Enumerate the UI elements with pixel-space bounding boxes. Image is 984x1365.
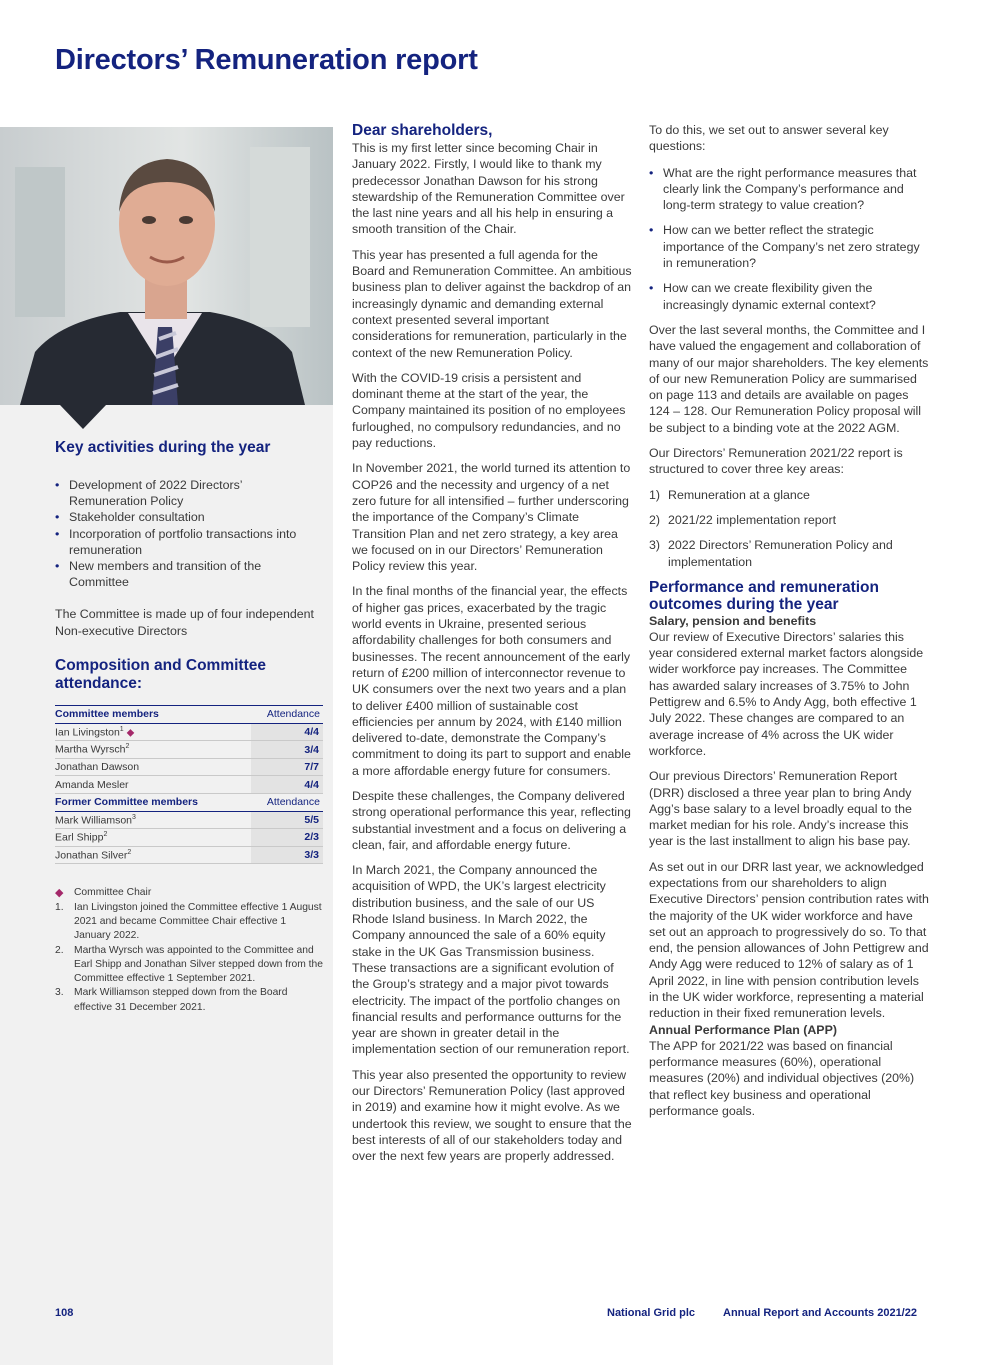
member-name: Ian Livingston [55,726,120,739]
key-activities-list [55,477,323,590]
list-item: • What are the right performance measures that clearly link the Company’s performance and long-term strategy to value creation? [649,165,929,214]
letter-paragraph: This year has presented a full agenda for the Board and Remuneration Committee. An ambitious business plan to deliver against the backdrop of an increasingly dynamic and demanding external context presented several important considerations for remuneration, particularly in the context of the new Remuneration Policy. [352,247,632,360]
attendance-header: Attendance [251,706,323,724]
footnote-ref: 2 [127,848,132,856]
report-areas-list [649,487,929,570]
attendance-value: 7/7 [251,758,323,776]
salary-subtitle: Salary, pension and benefits [649,613,817,628]
key-activities-title: Key activities during the year [55,439,271,456]
app-subtitle: Annual Performance Plan (APP) [649,1022,837,1037]
member-name: Earl Shipp [55,831,104,844]
table-row [55,758,323,776]
letter-paragraph: In the final months of the financial year, the effects of higher gas prices, exacerbated by the tragic world events in Ukraine, presented serious affordability challenges for both consumers and businesses. The recent announcement of the early return of £200 million of interconnector revenue to UK consumers over the next two years and a plan to deliver £400 million of sustainable cost efficiencies per annum by 2024, with £140 million delivered to-date, demonstrate the Company’s commitment to doing its part to support and enable a more affordable energy future for consumers. [352,584,631,778]
attendance-value: 5/5 [251,811,323,829]
page-title: Directors’ Remuneration report [55,44,478,76]
current-members-header: Committee members [55,706,251,724]
letter-paragraph: In November 2021, the world turned its attention to COP26 and the necessity and urgency of a net zero future for all intensified – further underscoring the importance of the Company’s Climate Transition Plan and net zero strategy, a key area we focused on in our Directors’ Remuneration Policy review this year. [352,461,631,574]
salary-paragraph: Our review of Executive Directors’ salaries this year considered external market factors alongside wider workforce pay increases. The Committee has awarded salary increases of 3.75% to John Pettigrew and 6.5% to Andy Agg, both effective 1 July 2022. These changes are compared to an average increase of 4% across the UK wider workforce. [649,629,924,758]
sidebar [0,127,333,1365]
table-row [55,776,323,794]
footnote-ref: 2 [103,831,108,839]
letter-paragraph: This is my first letter since becoming Chair in January 2022. Firstly, I would like to thank my predecessor Jonathan Dawson for his strong stewardship of the Remuneration Committee over the last nine years and all his help in ensuring a smooth transition of the Chair. [352,141,625,237]
chair-portrait [0,127,333,405]
list-item: • Stakeholder consultation [55,509,323,525]
pension-paragraph: As set out in our DRR last year, we acknowledged expectations from our shareholders to align Executive Directors’ pension contribution rates with the majority of the UK wider workforce and have set out an approach to progressively do so. To that end, the pension allowances of John Pettigrew and Andy Agg were reduced to 12% of salary as of 1 April 2022, in line with pension contribution levels in the UK wider workforce, representing a material reduction in their fixed remuneration levels. [649,859,929,1021]
table-row [55,811,323,829]
footnote-chair: ◆ Committee Chair [55,887,152,900]
attendance-value: 3/3 [251,846,323,864]
table-row [55,723,323,741]
list-item: • Development of 2022 Directors’ Remuneration Policy [55,477,323,509]
member-name: Jonathan Silver [55,849,128,862]
footnotes [55,886,323,1015]
member-name: Mark Williamson [55,814,133,827]
sidebar-content [55,439,323,1015]
committee-note: The Committee is made up of four independent Non-executive Directors [55,607,314,638]
member-name: Martha Wyrsch [55,743,126,756]
member-name: Amanda Mesler [55,778,129,791]
salary-paragraph: Our previous Directors’ Remuneration Report (DRR) disclosed a three year plan to bring Andy Agg’s base salary to a level broadly equal to the market median for his role. Andy’s increase this year is the last installment to align his base pay. [649,769,912,849]
attendance-header: Attendance [251,793,323,811]
intro-paragraph: To do this, we set out to answer several key questions: [649,123,889,154]
page-number: 108 [55,1307,74,1319]
letter-column-continued [649,122,929,1119]
attendance-table [55,705,323,864]
table-header-row [55,793,323,811]
former-members-header: Former Committee members [55,793,251,811]
table-header-row [55,706,323,724]
letter-column [352,122,632,1165]
composition-title: Composition and Committee attendance: [55,657,266,693]
footnote-ref: 2 [125,743,130,751]
footnote-ref: 3 [132,813,136,821]
list-item: • How can we create flexibility given the increasingly dynamic external context? [649,280,929,313]
list-item: • New members and transition of the Committee [55,558,323,590]
chair-diamond-icon: ◆ [126,727,135,739]
list-item: 2) 2021/22 implementation report [649,512,837,527]
chair-diamond-icon: ◆ [55,887,64,900]
attendance-value: 2/3 [251,829,323,847]
attendance-value: 4/4 [251,776,323,794]
performance-title: Performance and remuneration outcomes during the year [649,578,879,613]
letter-paragraph: This year also presented the opportunity to review our Directors’ Remuneration Policy (last approved in 2019) and examine how it might evolve. As we undertook this review, we sought to ensure that the best interests of all of our stakeholders today and over the next few years are properly addressed. [352,1067,632,1164]
footer-company: National Grid plc [607,1307,696,1319]
letter-paragraph: Despite these challenges, the Company delivered strong operational performance this year, reflecting substantial investment and a focus on delivering a clean, fair, and affordable energy future. [352,788,631,852]
attendance-value: 4/4 [251,723,323,741]
table-row [55,846,323,864]
letter-paragraph: In March 2021, the Company announced the acquisition of WPD, the UK’s largest electricity distribution business, and the sale of our US Rhode Island business. In March 2022, the Company announced the sale of a 60% equity stake in the UK Gas Transmission business. These transactions are a significant evolution of the Group’s strategy and a major pivot towards electricity. The impact of the portfolio changes on financial results and performance outturns for the year are shown in greater detail in the implementation section of our remuneration report. [352,863,630,1057]
letter-paragraph: With the COVID-19 crisis a persistent and dominant theme at the start of the year, the Company maintained its position of no employees furloughed, no compulsory redundancies, and no pay reductions. [352,370,626,451]
footnote-3: 3. Mark Williamson stepped down from the Board effective 31 December 2021. [55,987,288,1013]
app-paragraph: The APP for 2021/22 was based on financial performance measures (60%), operational measures (20%) and individual objectives (20%) that reflect key business and operational performance goals. [649,1038,915,1118]
portrait-illustration [0,127,333,405]
list-item: • How can we better reflect the strategic importance of the Company’s net zero strategy in remuneration? [649,222,929,271]
list-item: • Incorporation of portfolio transactions into remuneration [55,526,323,558]
table-row [55,829,323,847]
list-item: 3) 2022 Directors’ Remuneration Policy and implementation [649,538,893,569]
list-item: 1) Remuneration at a glance [649,487,810,502]
key-questions-list [649,165,929,313]
footer-report-title: Annual Report and Accounts 2021/22 [723,1307,917,1319]
letter-greeting: Dear shareholders, [352,122,493,139]
table-row [55,741,323,759]
engagement-paragraph: Over the last several months, the Committee and I have valued the engagement and collaboration of many of our major shareholders. The key elements of our new Remuneration Policy are summarised on page 113 and details are available on pages 124 – 128. Our Remuneration Policy proposal will be subject to a binding vote at the 2022 AGM. [649,322,929,435]
member-name: Jonathan Dawson [55,761,140,774]
footnote-2: 2. Martha Wyrsch was appointed to the Committee and Earl Shipp and Jonathan Silver stepped down from the Committee effective 1 September 2021. [55,944,323,985]
footnote-1: 1. Ian Livingston joined the Committee effective 1 August 2021 and became Committee Chair effective 1 January 2022. [55,901,322,942]
footnote-ref: 1 [119,725,124,733]
structure-paragraph: Our Directors’ Remuneration 2021/22 report is structured to cover three key areas: [649,446,903,477]
attendance-value: 3/4 [251,741,323,759]
photo-pointer [60,405,106,429]
